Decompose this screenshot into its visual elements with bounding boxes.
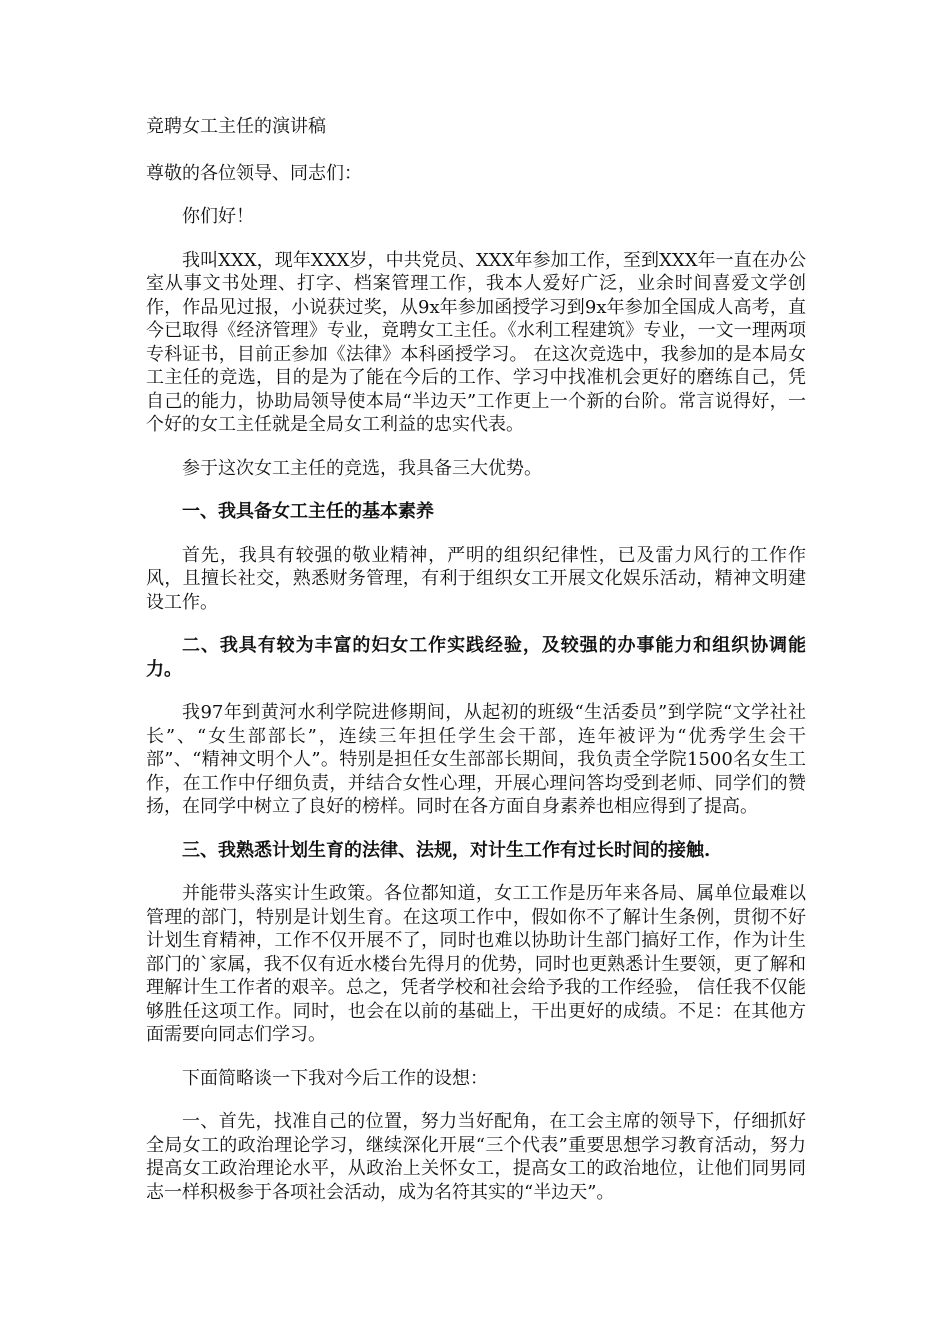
paragraph-advantages-intro: 参于这次女工主任的竞选，我具备三大优势。 <box>182 457 542 479</box>
greeting: 你们好！ <box>182 206 254 227</box>
heading-family-planning: 三、我熟悉计划生育的法律、法规，对计生工作有过长时间的接触. <box>182 839 711 861</box>
salutation: 尊敬的各位领导、同志们： <box>146 162 362 184</box>
paragraph-future-plan-one: 一、首先，找准自己的位置，努力当好配角，在工会主席的领导下，仔细抓好全局女工的政治理论学习，继续深化开展“三个代表”重要思想学习教育活动，努力提高女工政治理论水平，从政治上关怀女工，提高女工的政治地位，让他们同男同志一样积极参于各项社会活动，成为名符其实的“半边天”。 <box>146 1111 806 1203</box>
document-body <box>146 115 806 1224</box>
paragraph-basic-qualities: 首先，我具有较强的敬业精神，严明的组织纪律性，已及雷力风行的工作作风，且擅长社交，熟悉财务管理，有利于组织女工开展文化娱乐活动，精神文明建设工作。 <box>146 544 806 613</box>
paragraph-work-experience: 我97年到黄河水利学院进修期间，从起初的班级“生活委员”到学院“文学社社长”、“女生部部长”，连续三年担任学生会干部，连年被评为“优秀学生会干部”、“精神文明个人”。特别是担任女生部部长期间，我负责全学院1500名女生工作，在工作中仔细负责，并结合女性心理，开展心理问答均受到老师、同学们的赞扬，在同学中树立了良好的榜样。同时在各方面自身素养也相应得到了提高。 <box>146 702 806 817</box>
document-title: 竟聘女工主任的演讲稿 <box>146 116 326 137</box>
heading-work-experience: 二、我具有较为丰富的妇女工作实践经验，及较强的办事能力和组织协调能力。 <box>146 635 806 680</box>
paragraph-introduction: 我叫XXX，现年XXX岁，中共党员、XXX年参加工作，至到XXX年一直在办公室从事文书处理、打字、档案管理工作，我本人爱好广泛，业余时间喜爱文学创作，作品见过报，小说获过奖，从9x年参加函授学习到9x年参加全国成人高考，直今已取得《经济管理》专业，竟聘女工主任。《水利工程建筑》专业，一文一理两项专科证书，目前正参加《法律》本科函授学习。 在这次竞选中，我参加的是本局女工主任的竞选，目的是为了能在今后的工作、学习中找准机会更好的磨练自己，凭自己的能力，协助局领导使本局“半边天”工作更上一个新的台阶。常言说得好，一个好的女工主任就是全局女工利益的忠实代表。 <box>146 249 806 435</box>
paragraph-family-planning: 并能带头落实计生政策。各位都知道，女工工作是历年来各局、属单位最难以管理的部门，特别是计划生育。在这项工作中，假如你不了解计生条例，贯彻不好计划生育精神，工作不仅开展不了，同时也难以协助计生部门搞好工作，作为计生部门的`家属，我不仅有近水楼台先得月的优势，同时也更熟悉计生要领，更了解和理解计生工作者的艰辛。总之，凭者学校和社会给予我的工作经验， 信任我不仅能够胜任这项工作。同时，也会在以前的基础上，干出更好的成绩。不足：在其他方面需要向同志们学习。 <box>146 883 806 1045</box>
paragraph-future-plans-intro: 下面简略谈一下我对今后工作的设想： <box>182 1067 488 1089</box>
heading-basic-qualities: 一、我具备女工主任的基本素养 <box>182 501 434 522</box>
